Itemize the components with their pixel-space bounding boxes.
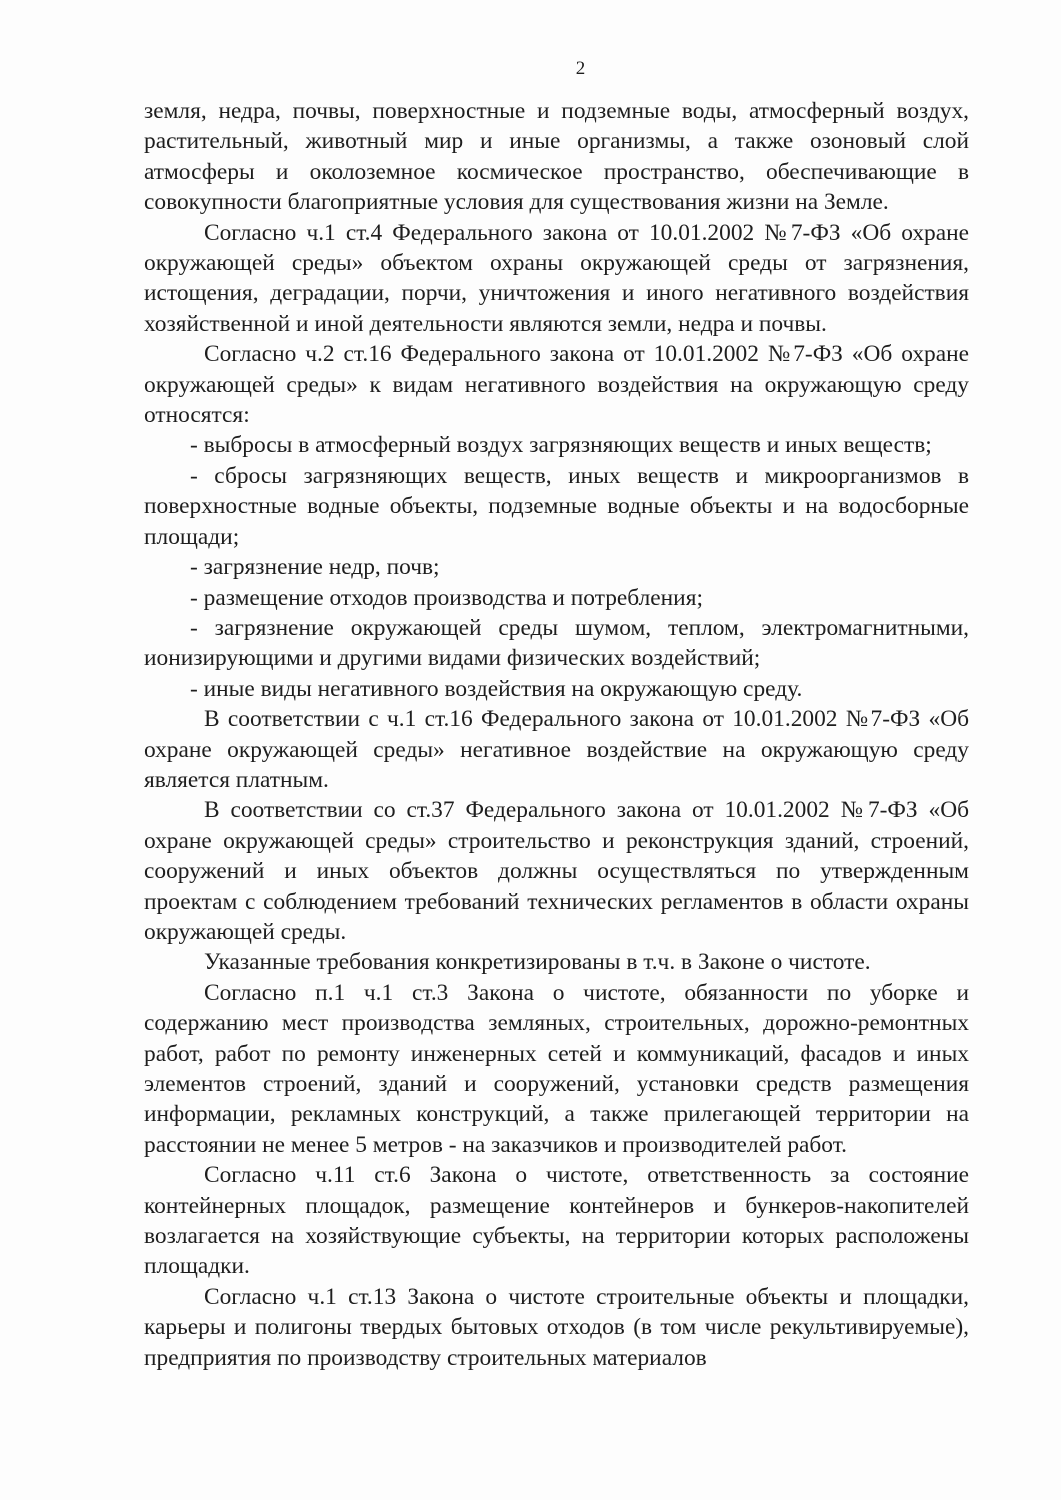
paragraph-cleanliness-13: Согласно ч.1 ст.13 Закона о чистоте строительные объекты и площадки, карьеры и полигоны твердых бытовых отходов (в том числе рекультивируемые), предприятия по производству строительных материалов	[144, 1283, 969, 1371]
paragraph-law-16-1: В соответствии с ч.1 ст.16 Федерального закона от 10.01.2002 №7-ФЗ «Об охране окружающей среды» негативное воздействие на окружающую среду является платным.	[144, 706, 969, 793]
paragraph-requirements: Указанные требования конкретизированы в т.ч. в Законе о чистоте.	[204, 949, 871, 976]
list-item-discharges: - сбросы загрязняющих веществ, иных веществ и микроорганизмов в поверхностные водные объекты, подземные водные объекты и на водосборные площади;	[144, 462, 969, 550]
page-number: 2	[575, 58, 586, 79]
list-item-emissions: - выбросы в атмосферный воздух загрязняющих веществ и иных веществ;	[190, 432, 932, 459]
list-item-waste: - размещение отходов производства и потребления;	[190, 584, 703, 611]
list-item-other: - иные виды негативного воздействия на окружающую среду.	[190, 675, 803, 702]
paragraph-cleanliness-3: Согласно п.1 ч.1 ст.3 Закона о чистоте, обязанности по уборке и содержанию мест производства земляных, строительных, дорожно-ремонтных работ, работ по ремонту инженерных сетей и коммуникаций, фасадов и иных элементов строений, зданий и сооружений, установки средств размещения информации, рекламных конструкций, а также прилегающей территории на расстоянии не менее 5 метров - на заказчиков и производителей работ.	[144, 979, 969, 1158]
list-item-soil-pollution: - загрязнение недр, почв;	[190, 554, 440, 581]
paragraph-continuation: земля, недра, почвы, поверхностные и подземные воды, атмосферный воздух, растительный, животный мир и иные организмы, а также озоновый слой атмосферы и околоземное космическое пространство, обеспечивающие в совокупности благоприятные условия для существования жизни на Земле.	[144, 98, 969, 216]
list-item-physical-impact: - загрязнение окружающей среды шумом, теплом, электромагнитными, ионизирующими и другими видами физических воздействий;	[144, 614, 969, 672]
document-body	[144, 96, 969, 1373]
paragraph-cleanliness-6: Согласно ч.11 ст.6 Закона о чистоте, ответственность за состояние контейнерных площадок, размещение контейнеров и бункеров-накопителей возлагается на хозяйствующие субъекты, на территории которых расположены площадки.	[144, 1162, 969, 1280]
paragraph-law-16-2: Согласно ч.2 ст.16 Федерального закона от 10.01.2002 №7-ФЗ «Об охране окружающей среды» к видам негативного воздействия на окружающую среду относятся:	[144, 341, 969, 429]
paragraph-law-4: Согласно ч.1 ст.4 Федерального закона от 10.01.2002 №7-ФЗ «Об охране окружающей среды» объектом охраны окружающей среды от загрязнения, истощения, деградации, порчи, уничтожения и иного негативного воздействия хозяйственной и иной деятельности являются земли, недра и почвы.	[144, 219, 969, 337]
paragraph-law-37: В соответствии со ст.37 Федерального закона от 10.01.2002 №7-ФЗ «Об охране окружающей среды» строительство и реконструкция зданий, строений, сооружений и иных объектов должны осуществляться по утвержденным проектам с соблюдением требований технических регламентов в области охраны окружающей среды.	[144, 797, 969, 945]
